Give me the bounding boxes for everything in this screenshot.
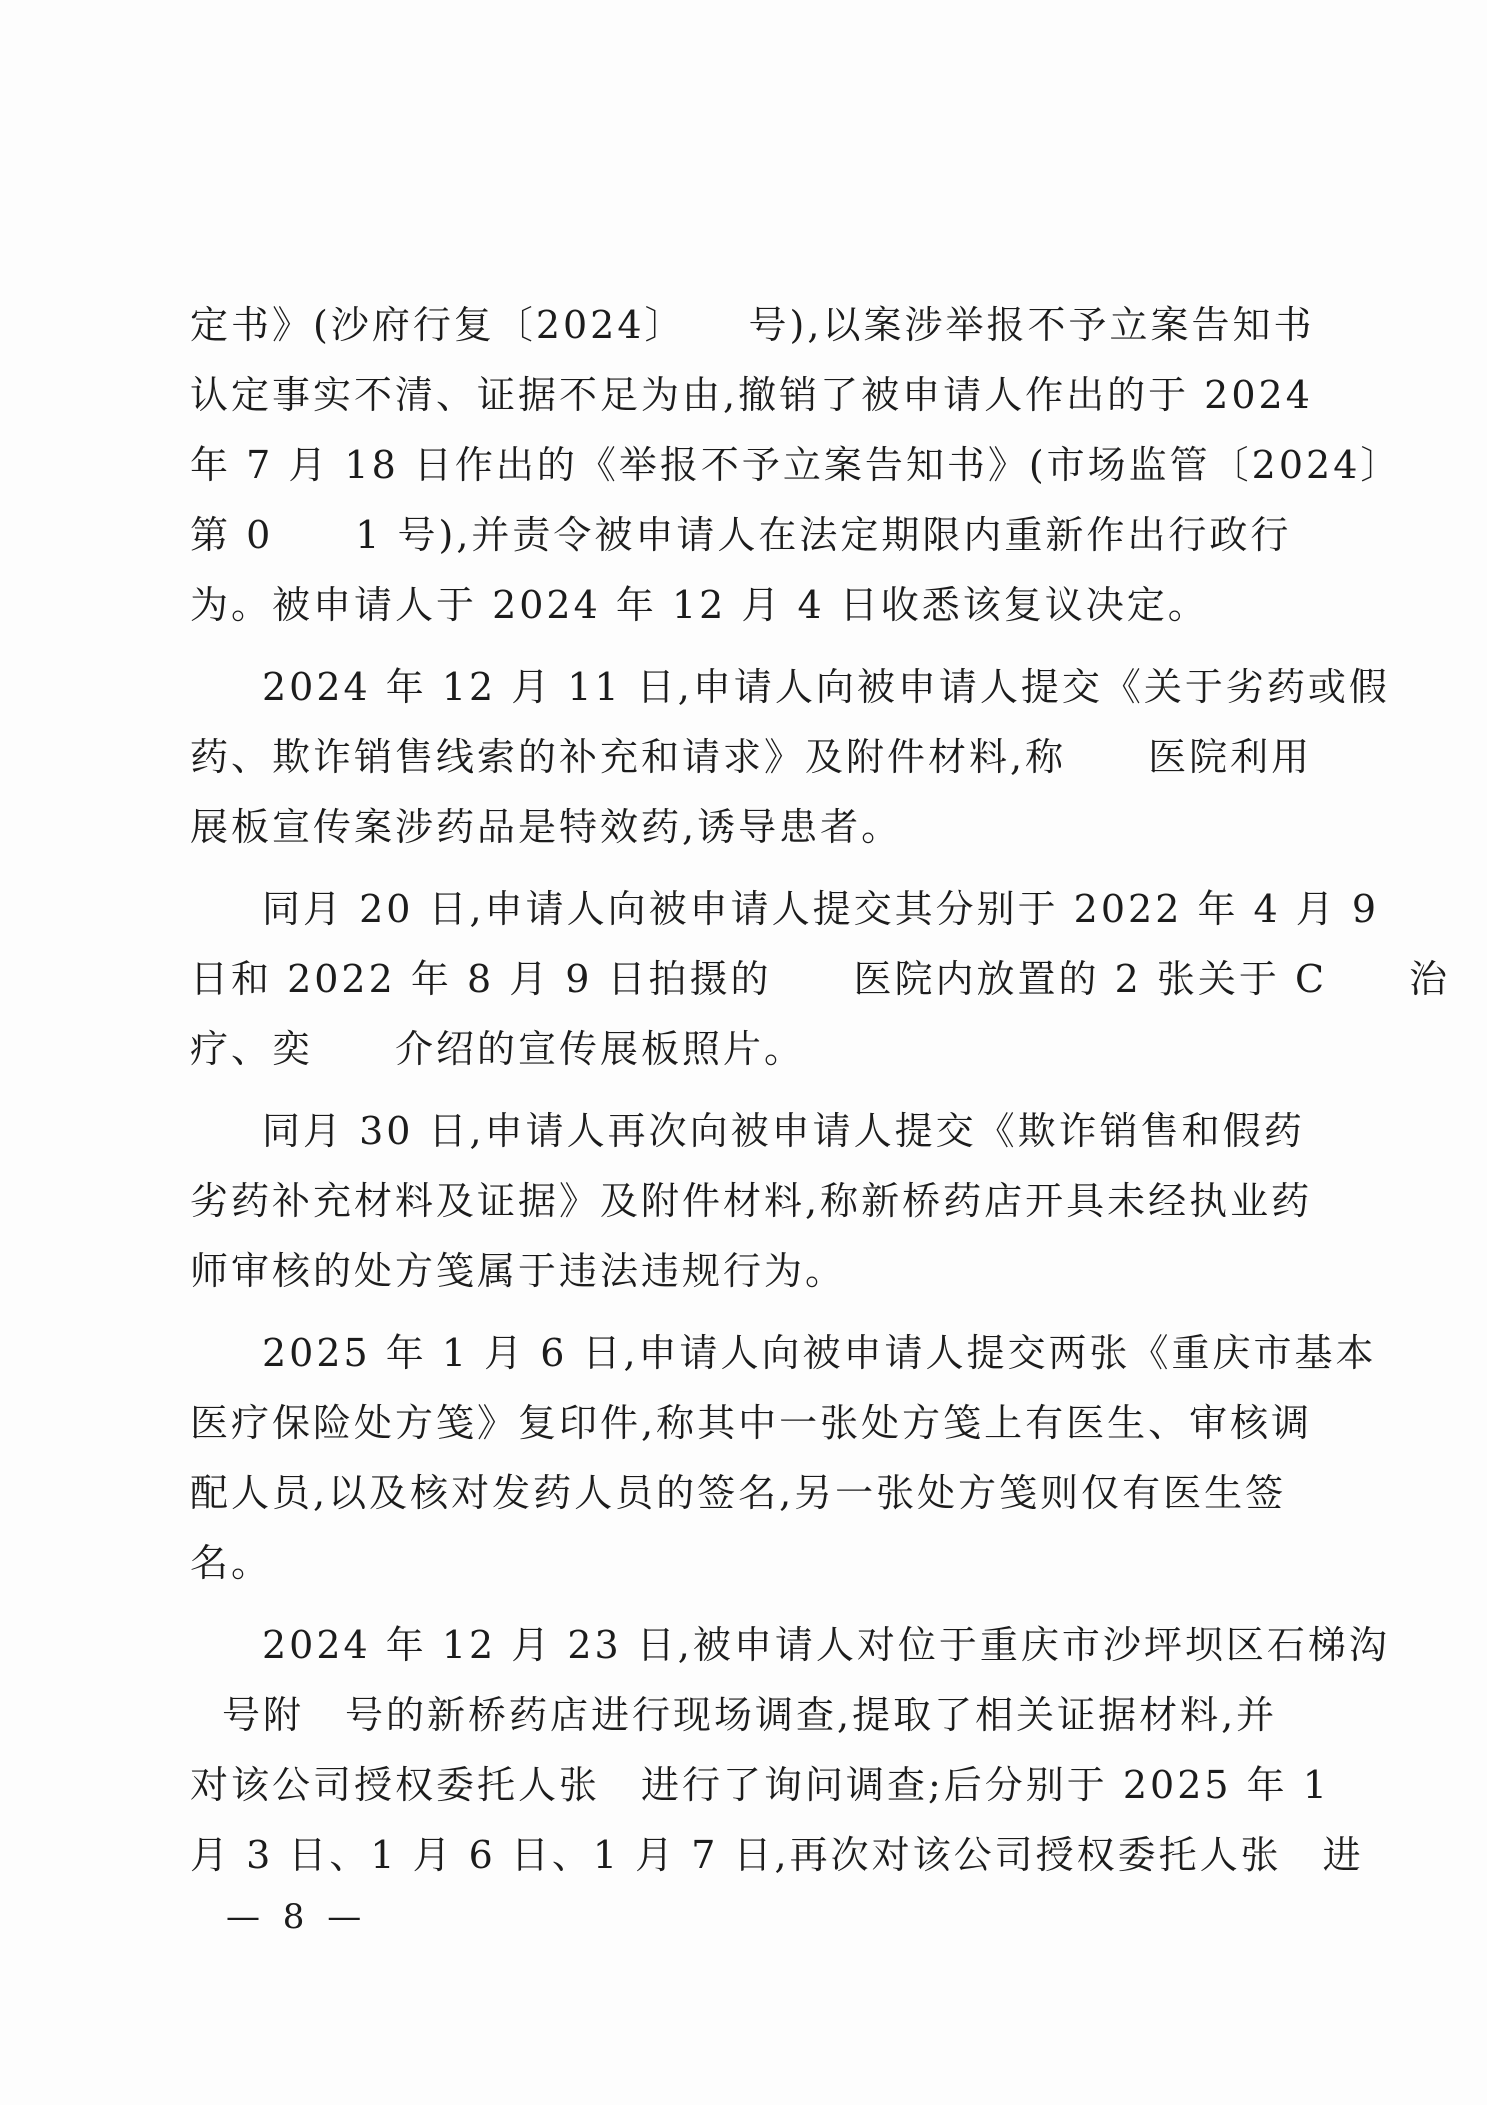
text-line: 第 0 1 号),并责令被申请人在法定期限内重新作出行政行 [190, 513, 1292, 557]
paragraph-first-line: 2024 年 12 月 23 日,被申请人对位于重庆市沙坪坝区石梯沟 [262, 1623, 1390, 1667]
text-line: 师审核的处方笺属于违法违规行为。 [190, 1249, 847, 1293]
text-line: 定书》(沙府行复〔2024〕 号),以案涉举报不予立案告知书 [190, 303, 1315, 347]
text-line: 认定事实不清、证据不足为由,撤销了被申请人作出的于 2024 [190, 373, 1313, 417]
text-line: 展板宣传案涉药品是特效药,诱导患者。 [190, 805, 903, 849]
text-line: 号附 号的新桥药店进行现场调查,提取了相关证据材料,并 [222, 1693, 1278, 1737]
text-line: 对该公司授权委托人张 进行了询问调查;后分别于 2025 年 1 [190, 1763, 1330, 1807]
paragraph-first-line: 2024 年 12 月 11 日,申请人向被申请人提交《关于劣药或假 [262, 665, 1390, 709]
page-number: — 8 — [226, 1897, 368, 1937]
text-line: 日和 2022 年 8 月 9 日拍摄的 医院内放置的 2 张关于 C 治 [190, 957, 1451, 1001]
text-line: 为。被申请人于 2024 年 12 月 4 日收悉该复议决定。 [190, 583, 1209, 627]
text-line: 配人员,以及核对发药人员的签名,另一张处方笺则仅有医生签 [190, 1471, 1287, 1515]
text-line: 劣药补充材料及证据》及附件材料,称新桥药店开具未经执业药 [190, 1179, 1313, 1223]
paragraph-first-line: 同月 20 日,申请人向被申请人提交其分别于 2022 年 4 月 9 [262, 887, 1380, 931]
text-line: 医疗保险处方笺》复印件,称其中一张处方笺上有医生、审核调 [190, 1401, 1313, 1445]
paragraph-first-line: 同月 30 日,申请人再次向被申请人提交《欺诈销售和假药 [262, 1109, 1305, 1153]
text-line: 名。 [190, 1541, 273, 1585]
paragraph-first-line: 2025 年 1 月 6 日,申请人向被申请人提交两张《重庆市基本 [262, 1331, 1377, 1375]
text-line: 药、欺诈销售线索的补充和请求》及附件材料,称 医院利用 [190, 735, 1313, 779]
text-line: 疗、奕 介绍的宣传展板照片。 [190, 1027, 806, 1071]
text-line: 年 7 月 18 日作出的《举报不予立案告知书》(市场监管〔2024〕 [190, 443, 1402, 487]
text-line: 月 3 日、1 月 6 日、1 月 7 日,再次对该公司授权委托人张 进 [190, 1833, 1364, 1877]
